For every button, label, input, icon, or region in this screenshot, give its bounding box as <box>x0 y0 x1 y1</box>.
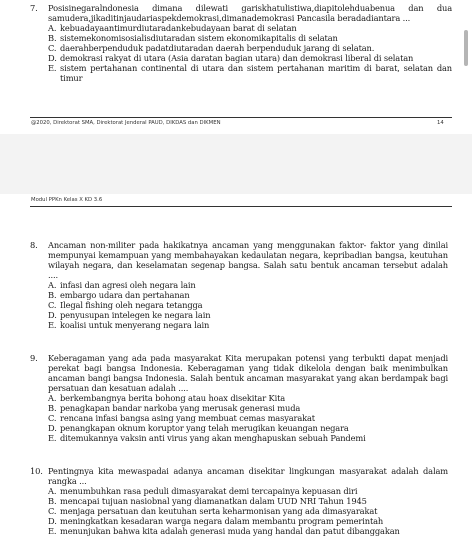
question-text: 8. Ancaman non-militer pada hakikatnya ancaman yang menggunakan faktor- faktor yang dinilai mempunyai kemampuan yang membahayakan kedaulatan negara, kepribadian bangsa, keutuhan wilayah negara, dan keselamatan segenap bangsa. Salah satu bentuk ancaman tersebut adalah .... <box>30 240 448 280</box>
question-10 <box>30 466 448 536</box>
option-b[interactable]: B. sistemekonomisosialisdiutaradan sistem ekonomikapitalis di selatan <box>48 33 338 43</box>
question-text: 10. Pentingnya kita mewaspadai adanya ancaman disekitar lingkungan masyarakat adalah dalam rangka ... <box>30 466 448 486</box>
option-e[interactable]: E. sistem pertahanan continental di utara dan sistem pertahanan maritim di barat, selatan dan timur <box>48 63 452 83</box>
option-c[interactable]: C. Ilegal fishing oleh negara tetangga <box>48 300 203 310</box>
question-number: 7. <box>30 3 38 13</box>
option-a[interactable]: A. menumbuhkan rasa peduli dimasyarakat demi tercapainya kepuasan diri <box>48 486 358 496</box>
page-number: 14 <box>437 120 444 126</box>
header-rule <box>30 206 452 207</box>
option-e[interactable]: E. ditemukannya vaksin anti virus yang akan menghapuskan sebuah Pandemi <box>48 433 366 443</box>
option-a[interactable]: A. berkembangnya berita bohong atau hoax disekitar Kita <box>48 393 286 403</box>
page-header: Modul PPKn Kelas X KD 3.6 <box>31 197 103 203</box>
option-a[interactable]: A. kebuadayaantimurdiutaradankebudayaan barat di selatan <box>48 23 297 33</box>
question-9 <box>30 353 448 443</box>
question-number: 8. <box>30 240 38 250</box>
option-b[interactable]: B. embargo udara dan pertahanan <box>48 290 190 300</box>
option-c[interactable]: C. rencana infasi bangsa asing yang membuat cemas masyarakat <box>48 413 315 423</box>
question-number: 9. <box>30 353 38 363</box>
option-c[interactable]: C. daerahberpenduduk padatdiutaradan daerah berpenduduk jarang di selatan. <box>48 43 375 53</box>
option-d[interactable]: D. penyusupan intelegen ke negara lain <box>48 310 211 320</box>
question-7 <box>30 3 452 83</box>
question-number: 10. <box>30 466 43 476</box>
page-gap <box>0 134 472 194</box>
option-a[interactable]: A. infasi dan agresi oleh negara lain <box>48 280 196 290</box>
option-b[interactable]: B. penagkapan bandar narkoba yang merusak generasi muda <box>48 403 301 413</box>
option-d[interactable]: D. demokrasi rakyat di utara (Asia daratan bagian utara) dan demokrasi liberal di selatan <box>48 53 414 63</box>
option-d[interactable]: D. penangkapan oknum koruptor yang telah merugikan keuangan negara <box>48 423 349 433</box>
question-8 <box>30 240 448 330</box>
question-text: 7. Posisinegaralndonesia dimana dilewati gariskhatulistiwa,diapitolehduabenua dan dua samudera,jikaditinjaudariaspekdemokrasi,dimanademokrasi Pancasila beradadiantara ... <box>30 3 452 23</box>
footer-rule <box>30 117 452 118</box>
option-c[interactable]: C. menjaga persatuan dan keutuhan serta keharmonisan yang ada dimasyarakat <box>48 506 378 516</box>
option-e[interactable]: E. koalisi untuk menyerang negara lain <box>48 320 210 330</box>
option-d[interactable]: D. meningkatkan kesadaran warga negara dalam membantu program pemerintah <box>48 516 384 526</box>
question-text: 9. Keberagaman yang ada pada masyarakat Kita merupakan potensi yang terbukti dapat menjadi perekat bagi bangsa Indonesia. Keberagaman yang tidak dikelola dengan baik menimbulkan ancaman bangi bangsa Indonesia. Salah bentuk ancaman masyarakat yang akan berdampak bagi persatuan dan kesatuan adalah .... <box>30 353 448 393</box>
option-e[interactable]: E. menunjukan bahwa kita adalah generasi muda yang handal dan patut dibanggakan <box>48 526 400 536</box>
scrollbar-thumb[interactable] <box>464 30 468 66</box>
option-b[interactable]: B. mencapai tujuan nasiobnal yang diamanatkan dalam UUD NRI Tahun 1945 <box>48 496 367 506</box>
page-footer-credit: @2020, Direktorat SMA, Direktorat Jenderal PAUD, DIKDAS dan DIKMEN <box>31 120 221 126</box>
